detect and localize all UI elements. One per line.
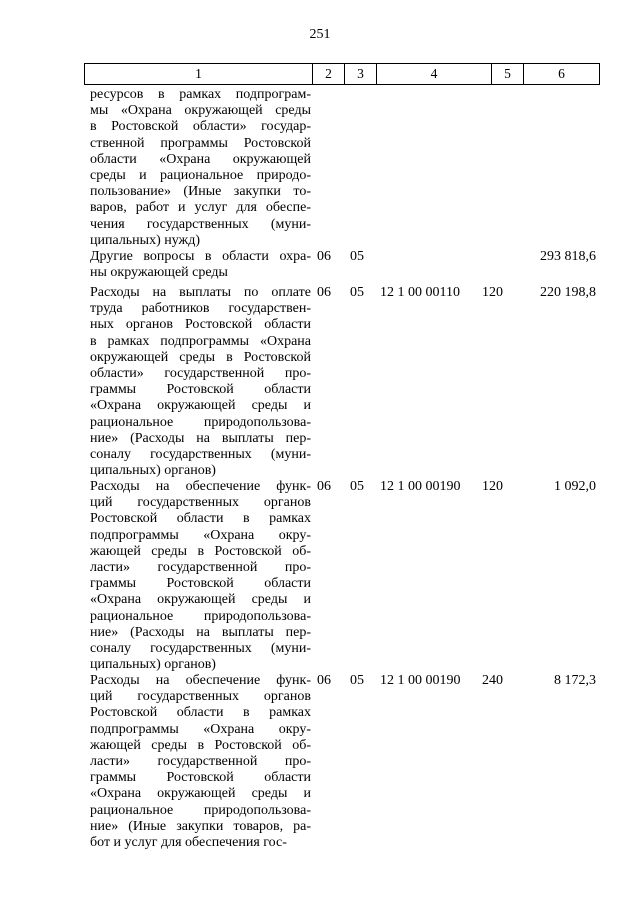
row-amount: 293 818,6 xyxy=(540,249,596,264)
header-col-5: 5 xyxy=(491,64,523,84)
row-subsection: 05 xyxy=(350,673,364,688)
description-line: мы «Охрана окружающей среды xyxy=(90,103,311,119)
row-expense-type: 120 xyxy=(482,479,503,494)
description-line: в рамках подпрограммы «Охрана xyxy=(90,333,311,349)
header-col-6: 6 xyxy=(523,64,599,84)
description-line: Другие вопросы в области охра- xyxy=(90,249,311,264)
description-line: ние» (Расходы на выплаты пер- xyxy=(90,430,311,446)
header-col-2: 2 xyxy=(312,64,344,84)
row-section: 06 xyxy=(317,479,331,494)
description-line: ние» (Расходы на выплаты пер- xyxy=(90,624,311,640)
description-line: чения государственных (муни- xyxy=(90,216,311,232)
table-header xyxy=(84,63,600,85)
description-line: в Ростовской области» государ- xyxy=(90,119,311,135)
description-line: «Охрана окружающей среды и xyxy=(90,592,311,608)
description-line: ласти» государственной про- xyxy=(90,559,311,575)
row-section: 06 xyxy=(317,285,331,300)
row-description xyxy=(90,673,311,851)
row-description xyxy=(90,249,311,281)
row-description xyxy=(90,479,311,673)
description-line: «Охрана окружающей среды и xyxy=(90,398,311,414)
description-line: жающей среды в Ростовской об- xyxy=(90,543,311,559)
description-line: ласти» государственной про- xyxy=(90,753,311,769)
description-line: подпрограммы «Охрана окру- xyxy=(90,721,311,737)
description-line: рациональное природопользова- xyxy=(90,414,311,430)
row-amount: 8 172,3 xyxy=(554,673,596,688)
row-target-article: 12 1 00 00190 xyxy=(380,673,461,688)
description-line: среды и рациональное природо- xyxy=(90,167,311,183)
description-line: Расходы на обеспечение функ- xyxy=(90,673,311,688)
description-line: пользование» (Иные закупки то- xyxy=(90,184,311,200)
description-line: Расходы на обеспечение функ- xyxy=(90,479,311,494)
description-line: соналу государственных (муни- xyxy=(90,446,311,462)
description-line: варов, работ и услуг для обеспе- xyxy=(90,200,311,216)
row-amount: 1 092,0 xyxy=(554,479,596,494)
description-line: Расходы на выплаты по оплате xyxy=(90,285,311,300)
header-col-1: 1 xyxy=(195,66,202,81)
description-line: области «Охрана окружающей xyxy=(90,151,311,167)
description-line: рациональное природопользова- xyxy=(90,608,311,624)
row-expense-type: 240 xyxy=(482,673,503,688)
row-expense-type: 120 xyxy=(482,285,503,300)
row-amount: 220 198,8 xyxy=(540,285,596,300)
description-line: граммы Ростовской области xyxy=(90,382,311,398)
row-section: 06 xyxy=(317,249,331,264)
description-line: жающей среды в Ростовской об- xyxy=(90,737,311,753)
description-line: ципальных) нужд) xyxy=(90,232,201,248)
row-section: 06 xyxy=(317,673,331,688)
page-number: 251 xyxy=(309,27,331,42)
description-line: бот и услуг для обеспечения гос- xyxy=(90,834,287,850)
description-line: граммы Ростовской области xyxy=(90,770,311,786)
description-line: ственной программы Ростовской xyxy=(90,135,311,151)
description-line: ципальных) органов) xyxy=(90,657,216,673)
header-col-3: 3 xyxy=(344,64,376,84)
description-line: ны окружающей среды xyxy=(90,265,228,281)
row-subsection: 05 xyxy=(350,479,364,494)
description-line: рациональное природопользова- xyxy=(90,802,311,818)
description-line: ресурсов в рамках подпрограм- xyxy=(90,87,311,102)
description-line: области» государственной про- xyxy=(90,365,311,381)
description-line: ций государственных органов xyxy=(90,495,311,511)
description-line: ципальных) органов) xyxy=(90,463,216,479)
row-description xyxy=(90,87,311,249)
row-description xyxy=(90,285,311,479)
header-col-4: 4 xyxy=(376,64,491,84)
row-subsection: 05 xyxy=(350,285,364,300)
description-line: окружающей среды в Ростовской xyxy=(90,349,311,365)
description-line: ных органов Ростовской области xyxy=(90,317,311,333)
description-line: ций государственных органов xyxy=(90,689,311,705)
row-target-article: 12 1 00 00110 xyxy=(380,285,460,300)
description-line: соналу государственных (муни- xyxy=(90,640,311,656)
description-line: ние» (Иные закупки товаров, ра- xyxy=(90,818,311,834)
description-line: подпрограммы «Охрана окру- xyxy=(90,527,311,543)
description-line: граммы Ростовской области xyxy=(90,576,311,592)
row-subsection: 05 xyxy=(350,249,364,264)
description-line: Ростовской области в рамках xyxy=(90,511,311,527)
description-line: труда работников государствен- xyxy=(90,301,311,317)
row-target-article: 12 1 00 00190 xyxy=(380,479,461,494)
description-line: «Охрана окружающей среды и xyxy=(90,786,311,802)
description-line: Ростовской области в рамках xyxy=(90,705,311,721)
